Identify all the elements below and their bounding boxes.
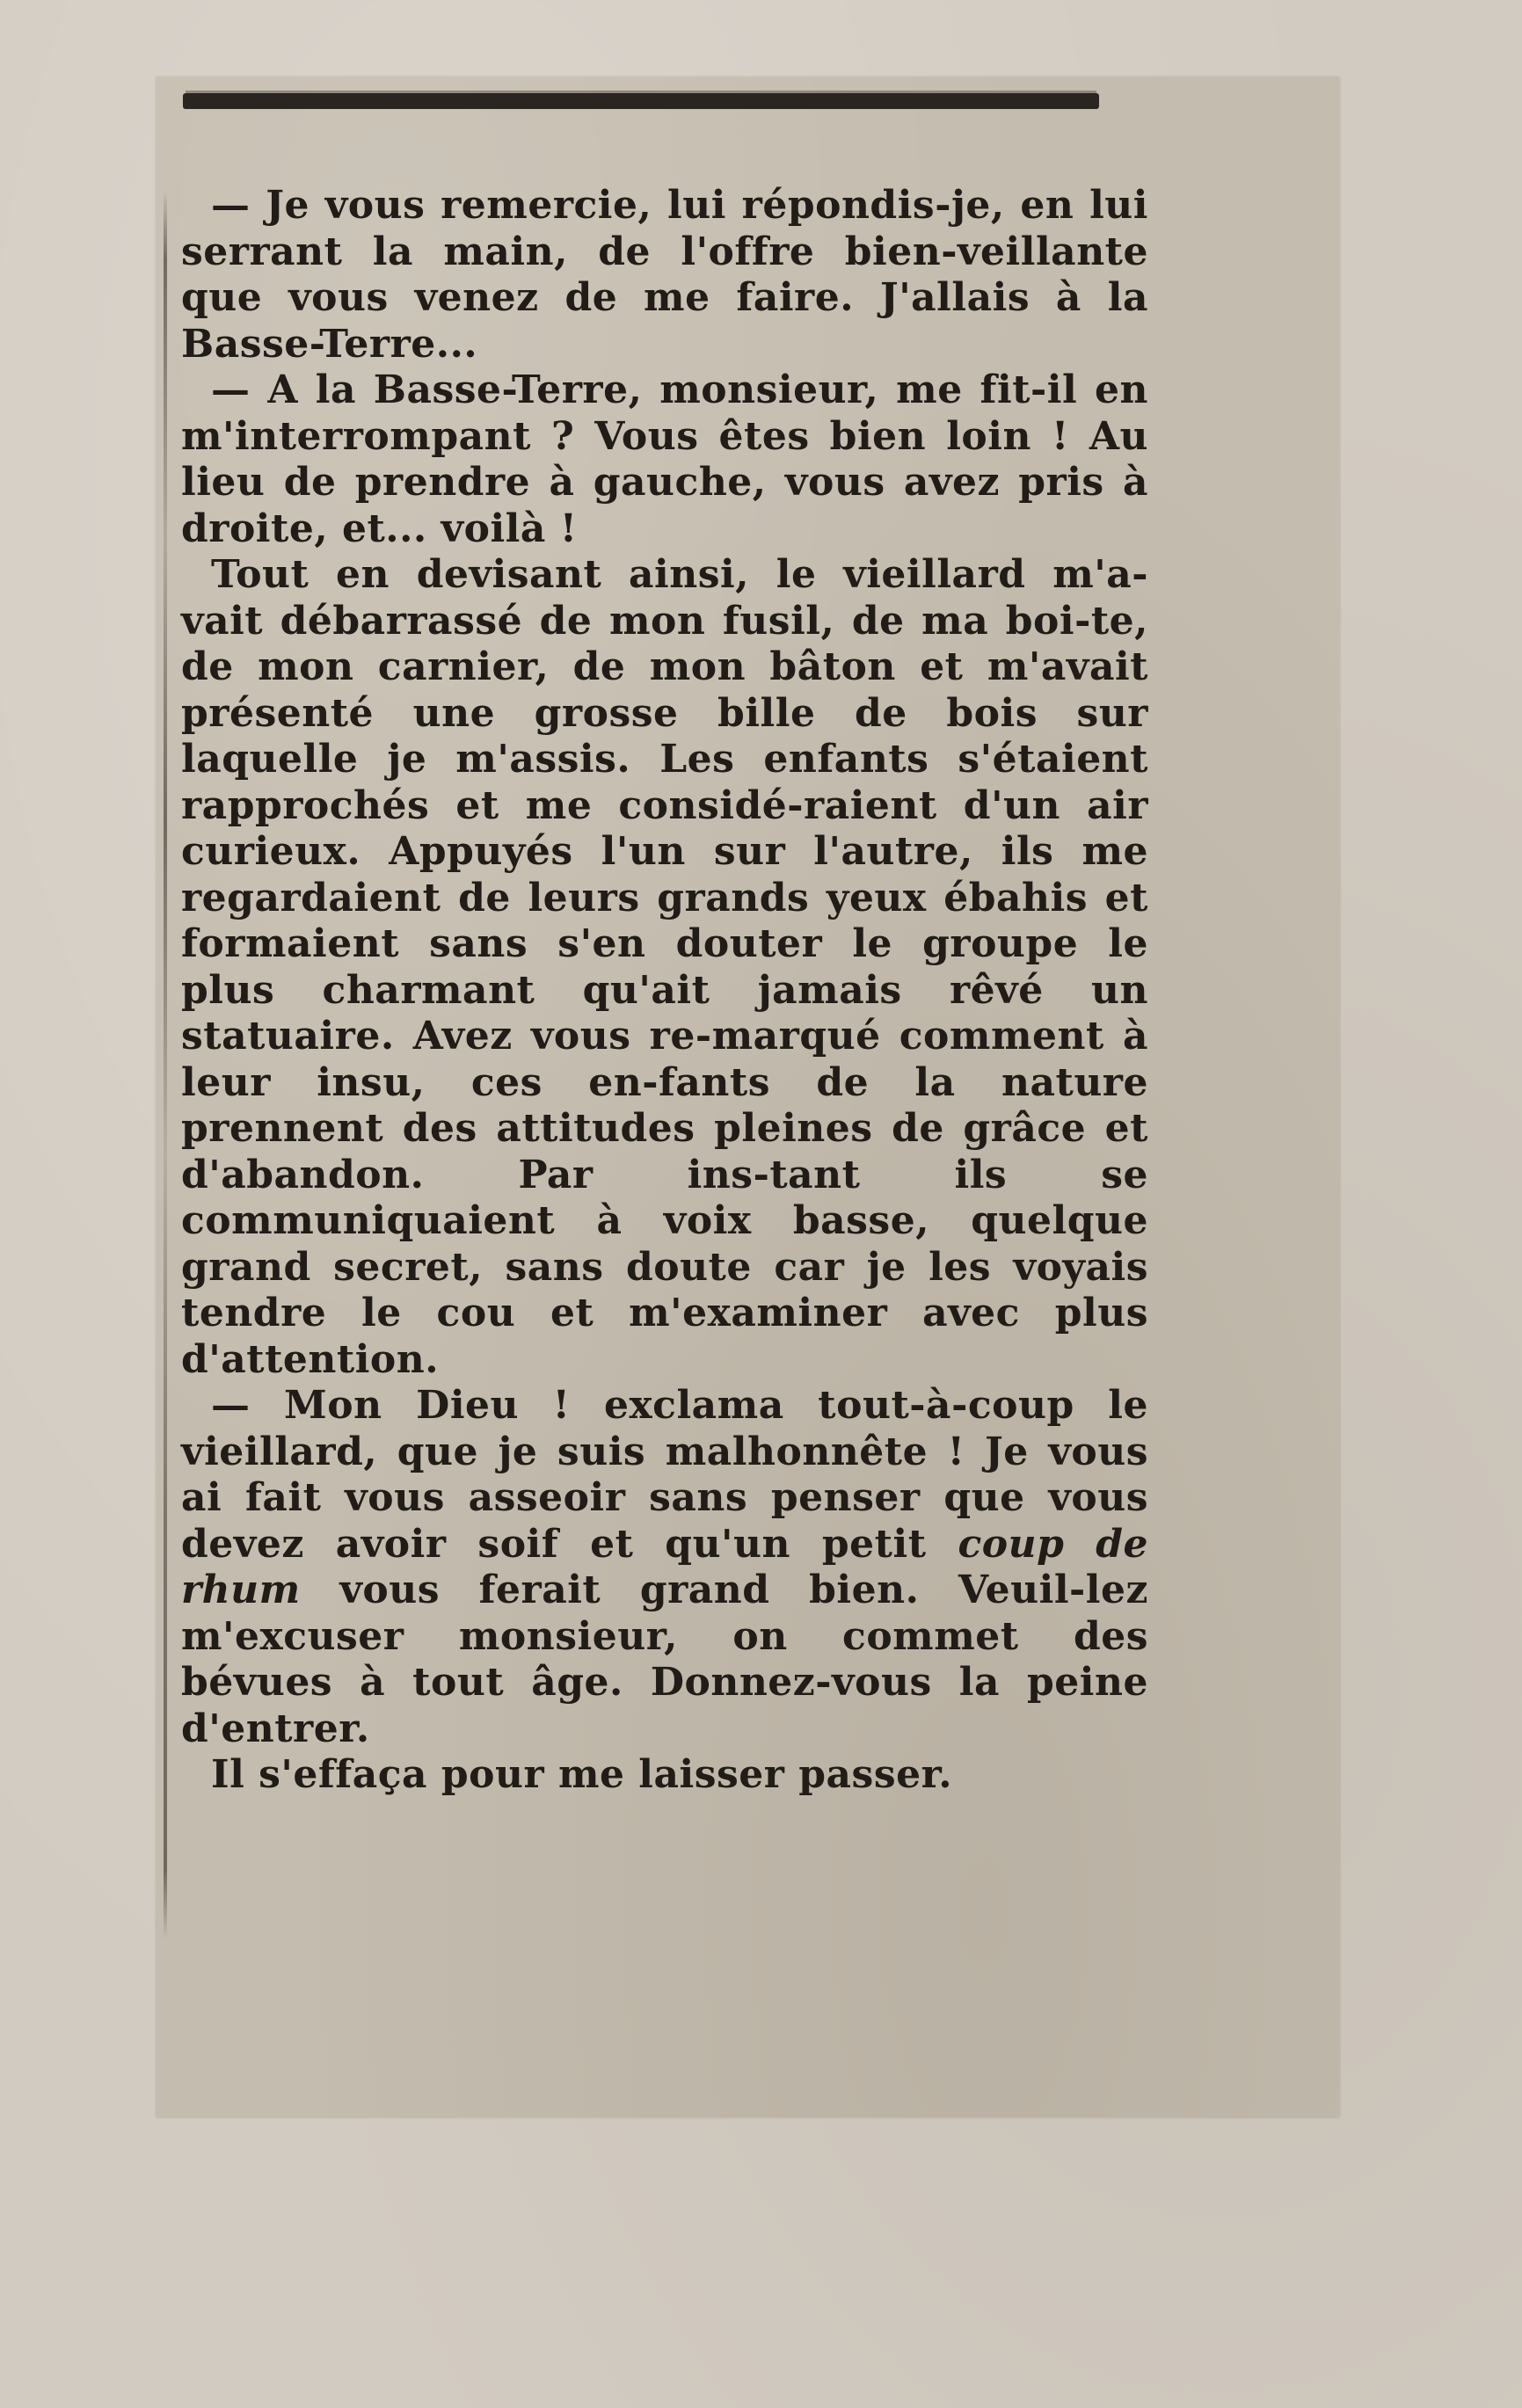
paragraph-4-text-a: — Mon Dieu ! exclama tout-à-coup le vieillard, que je suis malhonnête ! Je vous ai fait vous asseoir sans penser que vous devez avoir soif et qu'un petit — [181, 1383, 1148, 1567]
top-rule-divider — [183, 93, 1099, 109]
paragraph-4 — [181, 1383, 1148, 1752]
paragraph-5: Il s'effaça pour me laisser passer. — [211, 1752, 953, 1797]
paragraph-2: — A la Basse-Terre, monsieur, me fit-il en m'interrompant ? Vous êtes bien loin ! Au lieu de prendre à gauche, vous avez pris à droite, et... voilà ! — [181, 367, 1148, 551]
paragraph-4-text-b: vous ferait grand bien. Veuil-lez m'excuser monsieur, on commet des bévues à tout âge. Donnez-vous la peine d'entrer. — [181, 1568, 1148, 1751]
column-fold-line — [164, 190, 167, 1939]
paragraph-1: — Je vous remercie, lui répondis-je, en lui serrant la main, de l'offre bien-veillante que vous venez de me faire. J'allais à la Basse-Terre... — [181, 183, 1148, 367]
paragraph-4-italic: coup de rhum — [181, 1521, 1148, 1612]
newspaper-clipping — [157, 77, 1339, 2117]
article-text — [181, 183, 1148, 1799]
paragraph-3: Tout en devisant ainsi, le vieillard m'a-vait débarrassé de mon fusil, de ma boi-te, de mon carnier, de mon bâton et m'avait présenté une grosse bille de bois sur laquelle je m'assis. Les enfants s'étaient rapprochés et me considé-raient d'un air curieux. Appuyés l'un sur l'autre, ils me regardaient de leurs grands yeux ébahis et formaient sans s'en douter le groupe le plus charmant qu'ait jamais rêvé un statuaire. Avez vous re-marqué comment à leur insu, ces en-fants de la nature prennent des attitudes pleines de grâce et d'abandon. Par ins-tant ils se communiquaient à voix basse, quelque grand secret, sans doute car je les voyais tendre le cou et m'examiner avec plus d'attention. — [181, 552, 1148, 1382]
